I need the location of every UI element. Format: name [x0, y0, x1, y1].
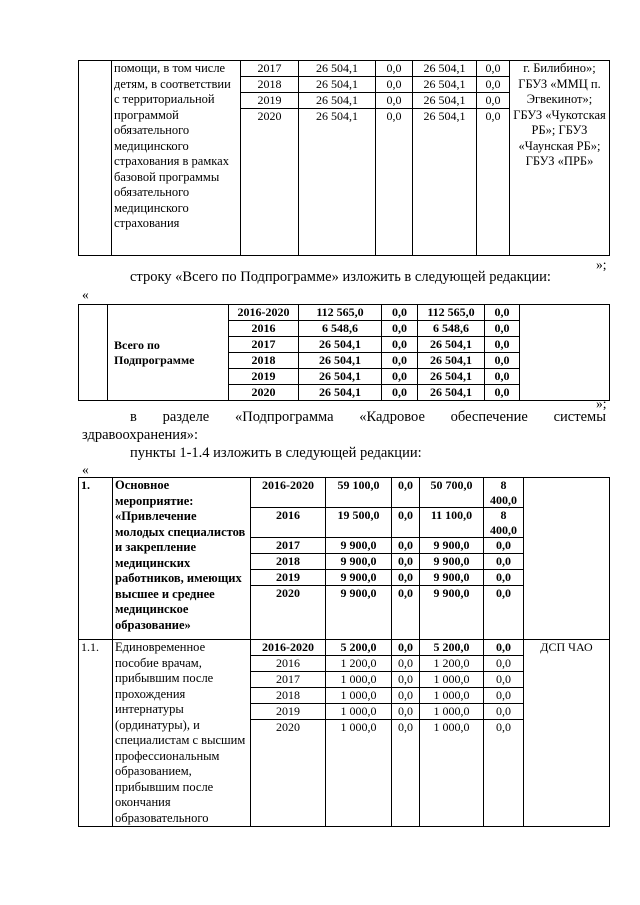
- year-cell: 2016: [251, 508, 326, 538]
- reg-cell: 1 200,0: [420, 656, 484, 672]
- reg-cell: 112 565,0: [418, 305, 485, 321]
- year-cell: 2018: [241, 77, 299, 93]
- word: «Кадровое: [359, 409, 425, 425]
- reg-cell: 9 900,0: [420, 554, 484, 570]
- fed-cell: 0,0: [382, 337, 418, 353]
- total-cell: 9 900,0: [326, 554, 392, 570]
- year-cell: 2016: [229, 321, 299, 337]
- reg-cell: 26 504,1: [413, 109, 477, 256]
- year-cell: 2016-2020: [229, 305, 299, 321]
- total-cell: 26 504,1: [299, 385, 382, 401]
- other-cell: 0,0: [484, 656, 524, 672]
- fed-cell: 0,0: [382, 385, 418, 401]
- main-activity-label: Основное мероприятие: «Привлечение молодых специалистов и закрепление медицинских работников, имеющих высшее и среднее медицинское образование»: [113, 478, 251, 640]
- fed-cell: 0,0: [392, 586, 420, 640]
- total-cell: 9 900,0: [326, 570, 392, 586]
- total-cell: 26 504,1: [299, 337, 382, 353]
- other-cell: 0,0: [484, 720, 524, 827]
- executor-cell: г. Билибино»; ГБУЗ «ММЦ п. Эгвекинот»; ГБУЗ «Чукотская РБ»; ГБУЗ «Чаунская РБ»; ГБУЗ «ПРБ»: [510, 61, 610, 256]
- total-cell: 26 504,1: [299, 61, 376, 77]
- total-cell: 26 504,1: [299, 353, 382, 369]
- total-cell: 1 000,0: [326, 672, 392, 688]
- fed-cell: 0,0: [376, 109, 413, 256]
- other-cell: 0,0: [485, 369, 520, 385]
- fed-cell: 0,0: [376, 77, 413, 93]
- total-cell: 1 000,0: [326, 704, 392, 720]
- reg-cell: 50 700,0: [420, 478, 484, 508]
- year-cell: 2019: [229, 369, 299, 385]
- fed-cell: 0,0: [392, 704, 420, 720]
- reg-cell: 1 000,0: [420, 720, 484, 827]
- fed-cell: 0,0: [392, 720, 420, 827]
- closing-quote: »;: [596, 257, 607, 272]
- total-subprogram-table: [78, 304, 610, 401]
- other-cell: 0,0: [485, 353, 520, 369]
- word: обеспечение: [450, 409, 528, 425]
- total-cell: 9 900,0: [326, 538, 392, 554]
- year-cell: 2017: [241, 61, 299, 77]
- total-cell: 9 900,0: [326, 586, 392, 640]
- reg-cell: 26 504,1: [418, 385, 485, 401]
- other-cell: 0,0: [484, 570, 524, 586]
- total-cell: 6 548,6: [299, 321, 382, 337]
- other-cell: 0,0: [485, 305, 520, 321]
- fed-cell: 0,0: [392, 478, 420, 508]
- total-cell: 26 504,1: [299, 109, 376, 256]
- year-cell: 2019: [251, 570, 326, 586]
- other-cell: 0,0: [477, 61, 510, 77]
- fed-cell: 0,0: [382, 353, 418, 369]
- year-cell: 2020: [251, 586, 326, 640]
- fed-cell: 0,0: [392, 656, 420, 672]
- other-cell: 8 400,0: [484, 478, 524, 508]
- word: системы: [553, 409, 606, 425]
- total-cell: 5 200,0: [326, 640, 392, 656]
- paragraph-vsego: строку «Всего по Подпрограмме» изложить в следующей редакции:: [130, 269, 551, 285]
- reg-cell: 1 000,0: [420, 704, 484, 720]
- reg-cell: 26 504,1: [413, 77, 477, 93]
- word: «Подпрограмма: [235, 409, 334, 425]
- paragraph-razdel-line2: здравоохранения»:: [82, 427, 199, 443]
- other-cell: 0,0: [484, 538, 524, 554]
- total-cell: 1 000,0: [326, 720, 392, 827]
- year-cell: 2018: [229, 353, 299, 369]
- reg-cell: 9 900,0: [420, 586, 484, 640]
- total-cell: 19 500,0: [326, 508, 392, 538]
- other-cell: 0,0: [477, 93, 510, 109]
- total-label-cell: [108, 305, 229, 401]
- paragraph-punkty: пункты 1-1.4 изложить в следующей редакции:: [130, 445, 422, 461]
- executor-cell: ДСП ЧАО: [524, 640, 610, 827]
- other-cell: 0,0: [484, 554, 524, 570]
- fed-cell: 0,0: [382, 369, 418, 385]
- year-cell: 2017: [229, 337, 299, 353]
- reg-cell: 26 504,1: [413, 93, 477, 109]
- fed-cell: 0,0: [392, 570, 420, 586]
- continuation-table: [78, 60, 610, 256]
- fed-cell: 0,0: [392, 538, 420, 554]
- fed-cell: 0,0: [392, 554, 420, 570]
- reg-cell: 1 000,0: [420, 688, 484, 704]
- other-cell: 0,0: [484, 640, 524, 656]
- paragraph-razdel: [130, 409, 606, 426]
- executor-cell: [524, 478, 610, 640]
- opening-quote: «: [82, 462, 89, 477]
- other-cell: 0,0: [485, 337, 520, 353]
- year-cell: 2018: [251, 688, 326, 704]
- other-cell: 8 400,0: [484, 508, 524, 538]
- item-number: 1.1.: [79, 640, 113, 827]
- total-cell: 26 504,1: [299, 93, 376, 109]
- other-cell: 0,0: [484, 704, 524, 720]
- opening-quote: «: [82, 287, 89, 302]
- other-cell: 0,0: [477, 77, 510, 93]
- other-cell: 0,0: [484, 688, 524, 704]
- word: разделе: [162, 409, 210, 425]
- fed-cell: 0,0: [376, 61, 413, 77]
- reg-cell: 26 504,1: [418, 353, 485, 369]
- reg-cell: 26 504,1: [418, 369, 485, 385]
- year-cell: 2018: [251, 554, 326, 570]
- reg-cell: 5 200,0: [420, 640, 484, 656]
- other-cell: 0,0: [484, 586, 524, 640]
- activity-label: Единовременное пособие врачам, прибывшим после прохождения интернатуры (ординатуры), и специалистам с высшим профессиональным образованием, прибывшим после окончания образовательного: [113, 640, 251, 827]
- fed-cell: 0,0: [382, 321, 418, 337]
- other-cell: 0,0: [485, 321, 520, 337]
- description-cell: помощи, в том числе детям, в соответствии с территориальной программой обязательного медицинского страхования в рамках базовой программы обязательного медицинского страхования: [112, 61, 241, 256]
- total-cell: 1 200,0: [326, 656, 392, 672]
- year-cell: 2016: [251, 656, 326, 672]
- year-cell: 2020: [241, 109, 299, 256]
- reg-cell: 9 900,0: [420, 538, 484, 554]
- fed-cell: 0,0: [392, 640, 420, 656]
- year-cell: 2017: [251, 538, 326, 554]
- total-cell: 112 565,0: [299, 305, 382, 321]
- total-label: Всего по Подпрограмме: [114, 337, 195, 367]
- reg-cell: 11 100,0: [420, 508, 484, 538]
- total-cell: 26 504,1: [299, 369, 382, 385]
- other-cell: 0,0: [484, 672, 524, 688]
- reg-cell: 26 504,1: [413, 61, 477, 77]
- num-cell: [79, 305, 108, 401]
- year-cell: 2016-2020: [251, 478, 326, 508]
- kadrovoe-table: [78, 477, 610, 827]
- year-cell: 2020: [251, 720, 326, 827]
- year-cell: 2019: [251, 704, 326, 720]
- year-cell: 2017: [251, 672, 326, 688]
- year-cell: 2020: [229, 385, 299, 401]
- fed-cell: 0,0: [392, 688, 420, 704]
- fed-cell: 0,0: [392, 508, 420, 538]
- reg-cell: 9 900,0: [420, 570, 484, 586]
- fed-cell: 0,0: [392, 672, 420, 688]
- reg-cell: 6 548,6: [418, 321, 485, 337]
- reg-cell: 1 000,0: [420, 672, 484, 688]
- word: в: [130, 409, 137, 425]
- total-cell: 26 504,1: [299, 77, 376, 93]
- num-cell: [79, 61, 112, 256]
- total-cell: 59 100,0: [326, 478, 392, 508]
- total-cell: 1 000,0: [326, 688, 392, 704]
- other-cell: 0,0: [477, 109, 510, 256]
- year-cell: 2019: [241, 93, 299, 109]
- fed-cell: 0,0: [376, 93, 413, 109]
- reg-cell: 26 504,1: [418, 337, 485, 353]
- year-cell: 2016-2020: [251, 640, 326, 656]
- item-number: 1.: [79, 478, 113, 640]
- executor-cell: [520, 305, 610, 401]
- closing-quote: »;: [596, 396, 607, 411]
- other-cell: 0,0: [485, 385, 520, 401]
- fed-cell: 0,0: [382, 305, 418, 321]
